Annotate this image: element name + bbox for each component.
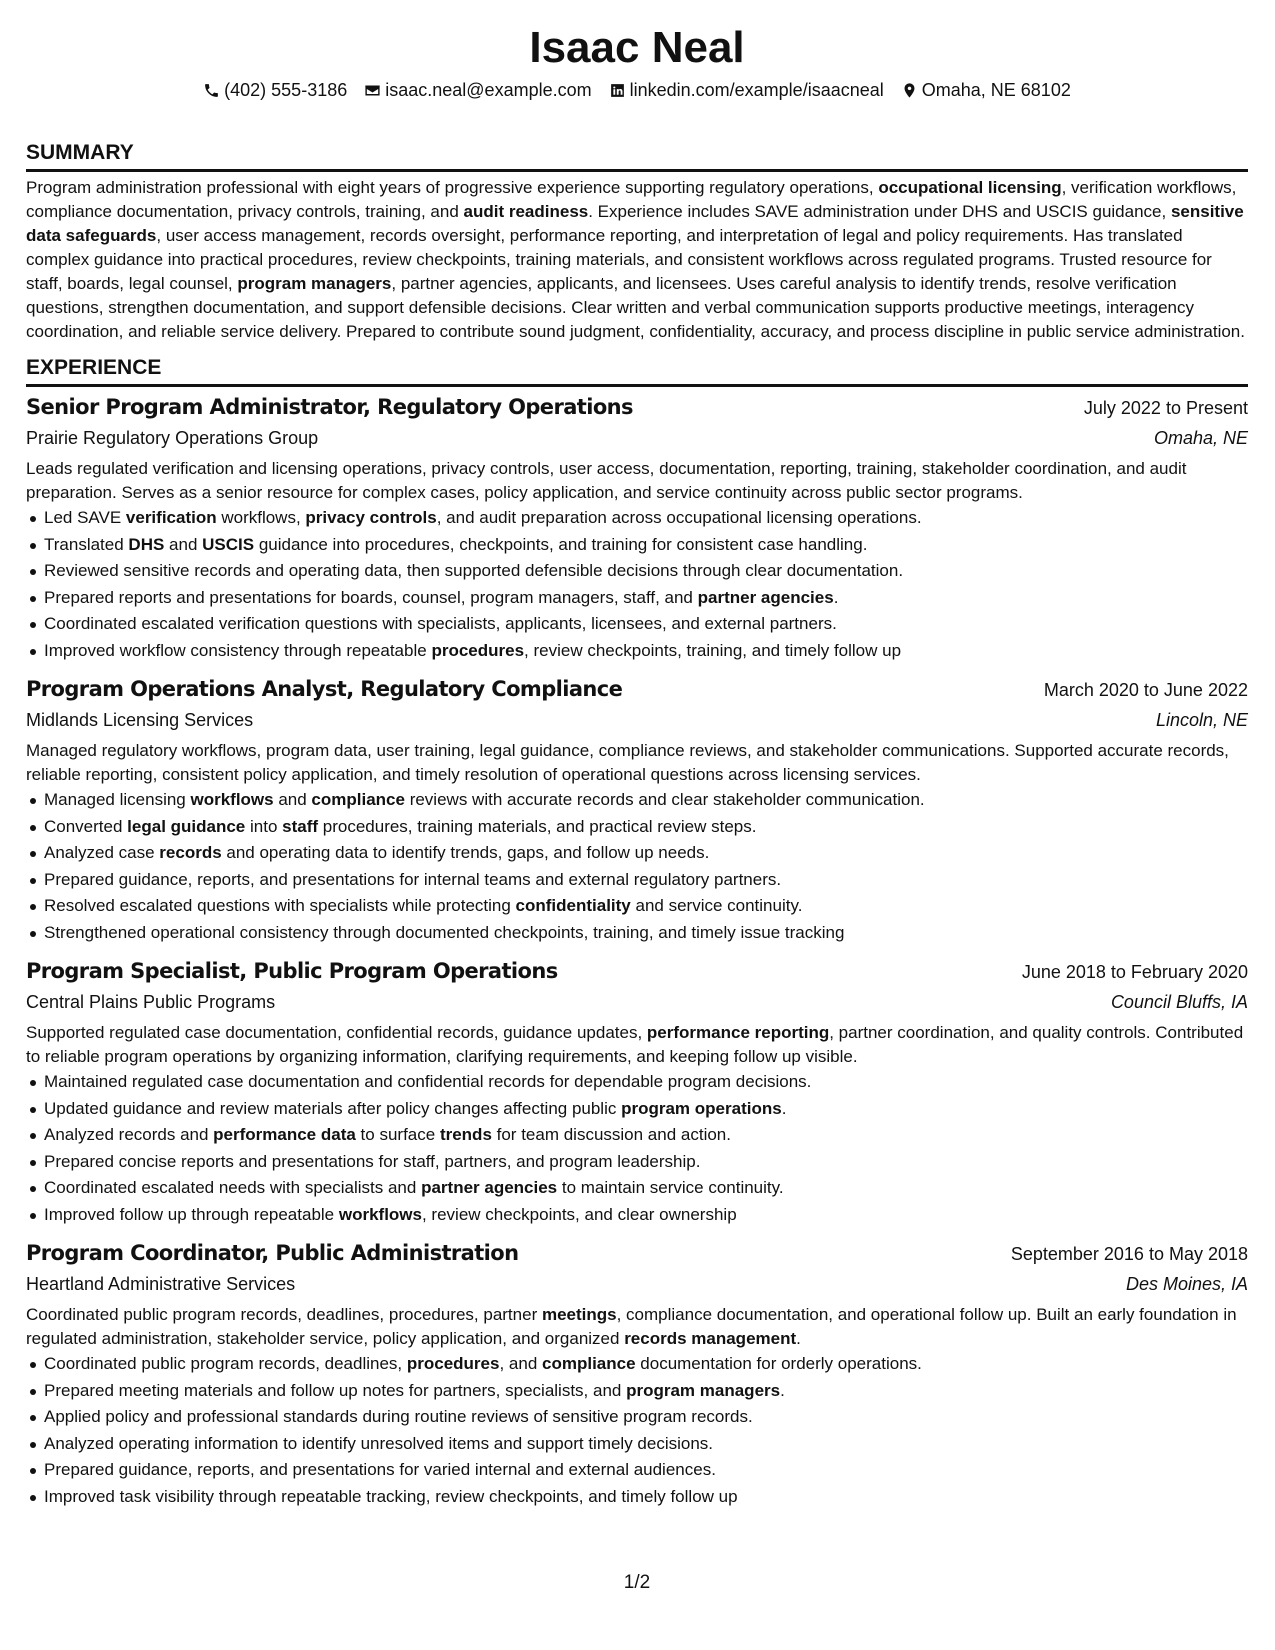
text-run: Prepared concise reports and presentations for staff, partners, and program leadership. bbox=[44, 1151, 701, 1171]
text-run: and operating data to identify trends, gaps, and follow up needs. bbox=[221, 843, 710, 862]
phone-number: (402) 555-3186 bbox=[224, 79, 348, 100]
text-run: . Experience includes SAVE administration under DHS and USCIS guidance, bbox=[588, 202, 1171, 221]
text-run: and bbox=[164, 534, 203, 554]
bold-keyword: compliance bbox=[311, 790, 405, 809]
bullet-item bbox=[44, 638, 1248, 665]
job-title: Program Specialist, Public Program Operations bbox=[26, 959, 558, 983]
linkedin-icon bbox=[609, 82, 626, 99]
bold-keyword: verification bbox=[125, 508, 217, 527]
text-run: Reviewed sensitive records and operating data, then supported defensible decisions through clear documentation. bbox=[44, 561, 904, 580]
experience-list bbox=[26, 393, 1248, 1510]
bullet-item bbox=[44, 1484, 1248, 1511]
job-company: Heartland Administrative Services bbox=[26, 1274, 296, 1294]
bullet-item bbox=[44, 893, 1248, 920]
summary-heading: SUMMARY bbox=[26, 141, 1248, 172]
text-run: Coordinated escalated needs with specialists and bbox=[44, 1178, 422, 1197]
phone-icon bbox=[203, 82, 220, 99]
text-run: . bbox=[781, 1098, 787, 1118]
text-run: workflows, bbox=[216, 508, 306, 527]
bold-keyword: program managers bbox=[237, 274, 392, 293]
job-dates: July 2022 to Present bbox=[1083, 398, 1248, 418]
text-run: Improved follow up through repeatable bbox=[44, 1204, 339, 1224]
bullet-item bbox=[44, 840, 1248, 867]
job-entry bbox=[26, 957, 1248, 1228]
bullet-item bbox=[44, 505, 1248, 532]
experience-heading: EXPERIENCE bbox=[26, 356, 1248, 387]
text-run: guidance into procedures, checkpoints, and training for consistent case handling. bbox=[254, 534, 868, 554]
text-run: . bbox=[833, 587, 839, 607]
linkedin-link[interactable]: linkedin.com/example/isaacneal bbox=[629, 79, 884, 100]
job-description bbox=[26, 1021, 1248, 1069]
text-run: Strengthened operational consistency through documented checkpoints, training, and timely issue tracking bbox=[44, 922, 845, 942]
text-run: Improved task visibility through repeatable tracking, review checkpoints, and timely follow up bbox=[44, 1486, 738, 1506]
text-run: Coordinated public program records, deadlines, procedures, partner bbox=[26, 1305, 542, 1324]
bullet-item bbox=[44, 920, 1248, 947]
location-text: Omaha, NE 68102 bbox=[921, 79, 1071, 100]
text-run: , review checkpoints, training, and timely follow up bbox=[524, 640, 902, 660]
text-run: Prepared reports and presentations for boards, counsel, program managers, staff, and bbox=[44, 587, 698, 607]
bold-keyword: sensitive data safeguards bbox=[26, 202, 1244, 245]
resume-page bbox=[26, 0, 1248, 1650]
text-run: and bbox=[273, 790, 312, 809]
text-run: Analyzed case bbox=[44, 843, 160, 862]
job-location: Des Moines, IA bbox=[1125, 1274, 1248, 1294]
bold-keyword: partner agencies bbox=[697, 587, 834, 607]
text-run: , compliance documentation, and operational follow up. Built an early foundation in regulated administration, stakeholder service, policy application, and organized bbox=[26, 1305, 1237, 1348]
text-run: Leads regulated verification and licensing operations, privacy controls, user access, documentation, reporting, training, stakeholder coordination, and audit preparation. Serves as a senior resource for complex cases, policy application, and service continuity across public sector programs. bbox=[26, 459, 1187, 502]
text-run: Analyzed records and bbox=[44, 1125, 214, 1144]
job-entry bbox=[26, 675, 1248, 946]
job-title: Senior Program Administrator, Regulatory Operations bbox=[26, 395, 633, 419]
bullet-item bbox=[44, 611, 1248, 638]
text-run: and service continuity. bbox=[630, 896, 803, 915]
job-company: Midlands Licensing Services bbox=[26, 710, 254, 730]
bullet-item bbox=[44, 1096, 1248, 1123]
job-company: Prairie Regulatory Operations Group bbox=[26, 428, 319, 448]
summary-paragraph bbox=[26, 176, 1248, 344]
job-entry bbox=[26, 393, 1248, 664]
bullet-item bbox=[44, 1351, 1248, 1378]
text-run: , verification workflows, compliance documentation, privacy controls, training, and bbox=[26, 178, 1237, 221]
bold-keyword: performance reporting bbox=[646, 1023, 830, 1042]
job-bullets bbox=[26, 505, 1248, 664]
bold-keyword: workflows bbox=[338, 1204, 422, 1224]
job-location: Omaha, NE bbox=[1153, 428, 1248, 448]
bold-keyword: trends bbox=[439, 1125, 492, 1144]
contact-email[interactable] bbox=[364, 80, 591, 101]
text-run: Prepared guidance, reports, and presentations for internal teams and external regulatory partners. bbox=[44, 869, 782, 889]
text-run: procedures, training materials, and practical review steps. bbox=[318, 816, 757, 836]
contact-linkedin[interactable] bbox=[609, 80, 884, 101]
text-run: to surface bbox=[355, 1125, 440, 1144]
text-run: . bbox=[796, 1329, 801, 1348]
bold-keyword: compliance bbox=[542, 1354, 636, 1373]
text-run: , user access management, records oversight, performance reporting, and interpretation of legal and policy requirements. Has translated complex guidance into practical procedures, review checkpoints, training materials, and consistent workflows across regulated programs. Trusted resource for staff, boards, legal counsel, bbox=[26, 226, 1212, 293]
bold-keyword: performance data bbox=[213, 1125, 356, 1144]
job-description bbox=[26, 457, 1248, 505]
bold-keyword: workflows bbox=[190, 790, 274, 809]
bold-keyword: audit readiness bbox=[463, 202, 589, 221]
text-run: documentation for orderly operations. bbox=[635, 1354, 922, 1373]
text-run: , review checkpoints, and clear ownership bbox=[421, 1204, 737, 1224]
job-description bbox=[26, 1303, 1248, 1351]
page-number: 1/2 bbox=[623, 1572, 651, 1593]
job-title: Program Operations Analyst, Regulatory Compliance bbox=[26, 677, 623, 701]
bullet-item bbox=[44, 787, 1248, 814]
map-pin-icon bbox=[901, 82, 918, 99]
job-entry bbox=[26, 1239, 1248, 1510]
text-run: Translated bbox=[44, 534, 129, 554]
bold-keyword: confidentiality bbox=[515, 896, 631, 915]
contact-bar bbox=[26, 77, 1248, 103]
bold-keyword: USCIS bbox=[202, 534, 255, 554]
bold-keyword: procedures bbox=[431, 640, 525, 660]
bullet-item bbox=[44, 1149, 1248, 1176]
bullet-item bbox=[44, 1457, 1248, 1484]
job-company: Central Plains Public Programs bbox=[26, 992, 276, 1012]
job-location: Council Bluffs, IA bbox=[1110, 992, 1248, 1012]
job-location: Lincoln, NE bbox=[1155, 710, 1248, 730]
candidate-name: Isaac Neal bbox=[529, 23, 745, 72]
text-run: Managed licensing bbox=[44, 790, 191, 809]
bullet-item bbox=[44, 867, 1248, 894]
job-dates: June 2018 to February 2020 bbox=[1021, 962, 1248, 982]
text-run: Prepared meeting materials and follow up notes for partners, specialists, and bbox=[44, 1380, 627, 1400]
envelope-icon bbox=[364, 82, 381, 99]
bullet-item bbox=[44, 1404, 1248, 1431]
text-run: Coordinated escalated verification questions with specialists, applicants, licensees, and external partners. bbox=[44, 614, 837, 633]
bold-keyword: program managers bbox=[626, 1380, 781, 1400]
bullet-item bbox=[44, 1202, 1248, 1229]
text-run: , partner agencies, applicants, and licensees. Uses careful analysis to identify trends, resolve verification questions, strengthen documentation, and support defensible decisions. Clear written and verbal communication supports productive meetings, interagency coordination, and reliable service delivery. Prepared to contribute sound judgment, confidentiality, accuracy, and process discipline in public service administration. bbox=[26, 274, 1245, 341]
text-run: Resolved escalated questions with specialists while protecting bbox=[44, 896, 516, 915]
text-run: . bbox=[780, 1380, 785, 1400]
email-link[interactable]: isaac.neal@example.com bbox=[385, 79, 592, 100]
contact-phone bbox=[203, 80, 347, 101]
bullet-item bbox=[44, 1175, 1248, 1202]
text-run: Prepared guidance, reports, and presentations for varied internal and external audiences. bbox=[44, 1460, 716, 1479]
text-run: Coordinated public program records, deadlines, bbox=[44, 1354, 407, 1373]
text-run: Updated guidance and review materials after policy changes affecting public bbox=[44, 1098, 622, 1118]
bullet-item bbox=[44, 1069, 1248, 1096]
text-run: Managed regulatory workflows, program data, user training, legal guidance, compliance reviews, and stakeholder communications. Supported accurate records, reliable reporting, consistent policy application, and timely resolution of operational questions across licensing services. bbox=[26, 741, 1229, 784]
job-bullets bbox=[26, 1069, 1248, 1228]
bold-keyword: meetings bbox=[541, 1305, 617, 1324]
text-run: Maintained regulated case documentation and confidential records for dependable program decisions. bbox=[44, 1072, 812, 1091]
text-run: Led SAVE bbox=[44, 508, 126, 527]
text-run: for team discussion and action. bbox=[491, 1125, 731, 1144]
bold-keyword: procedures bbox=[406, 1354, 500, 1373]
bold-keyword: DHS bbox=[128, 534, 165, 554]
text-run: , and audit preparation across occupational licensing operations. bbox=[436, 508, 922, 527]
text-run: , partner coordination, and quality controls. Contributed to reliable program operations by organizing information, clarifying requirements, and keeping follow up visible. bbox=[26, 1023, 1244, 1066]
job-bullets bbox=[26, 787, 1248, 946]
text-run: Applied policy and professional standards during routine reviews of sensitive program records. bbox=[44, 1407, 753, 1426]
text-run: , and bbox=[499, 1354, 543, 1373]
bold-keyword: occupational licensing bbox=[878, 178, 1062, 197]
text-run: to maintain service continuity. bbox=[557, 1178, 784, 1197]
text-run: Converted bbox=[44, 816, 128, 836]
text-run: Analyzed operating information to identify unresolved items and support timely decisions. bbox=[44, 1433, 714, 1453]
text-run: reviews with accurate records and clear stakeholder communication. bbox=[404, 790, 925, 809]
job-dates: September 2016 to May 2018 bbox=[1010, 1244, 1248, 1264]
job-description bbox=[26, 739, 1248, 787]
job-dates: March 2020 to June 2022 bbox=[1043, 680, 1248, 700]
bullet-item bbox=[44, 1378, 1248, 1405]
bullet-item bbox=[44, 532, 1248, 559]
bullet-item bbox=[44, 814, 1248, 841]
bold-keyword: partner agencies bbox=[421, 1178, 558, 1197]
contact-location bbox=[901, 80, 1071, 101]
text-run: into bbox=[245, 816, 283, 836]
bold-keyword: records bbox=[159, 843, 222, 862]
bold-keyword: program operations bbox=[621, 1098, 782, 1118]
bold-keyword: legal guidance bbox=[127, 816, 246, 836]
bullet-item bbox=[44, 558, 1248, 585]
text-run: Supported regulated case documentation, confidential records, guidance updates, bbox=[26, 1023, 647, 1042]
bold-keyword: privacy controls bbox=[305, 508, 437, 527]
bullet-item bbox=[44, 1431, 1248, 1458]
bullet-item bbox=[44, 585, 1248, 612]
text-run: Improved workflow consistency through repeatable bbox=[44, 640, 432, 660]
bold-keyword: records management bbox=[624, 1329, 797, 1348]
bullet-item bbox=[44, 1122, 1248, 1149]
text-run: Program administration professional with eight years of progressive experience supporting regulatory operations, bbox=[26, 178, 879, 197]
job-bullets bbox=[26, 1351, 1248, 1510]
job-title: Program Coordinator, Public Administration bbox=[26, 1241, 519, 1265]
bold-keyword: staff bbox=[282, 816, 319, 836]
